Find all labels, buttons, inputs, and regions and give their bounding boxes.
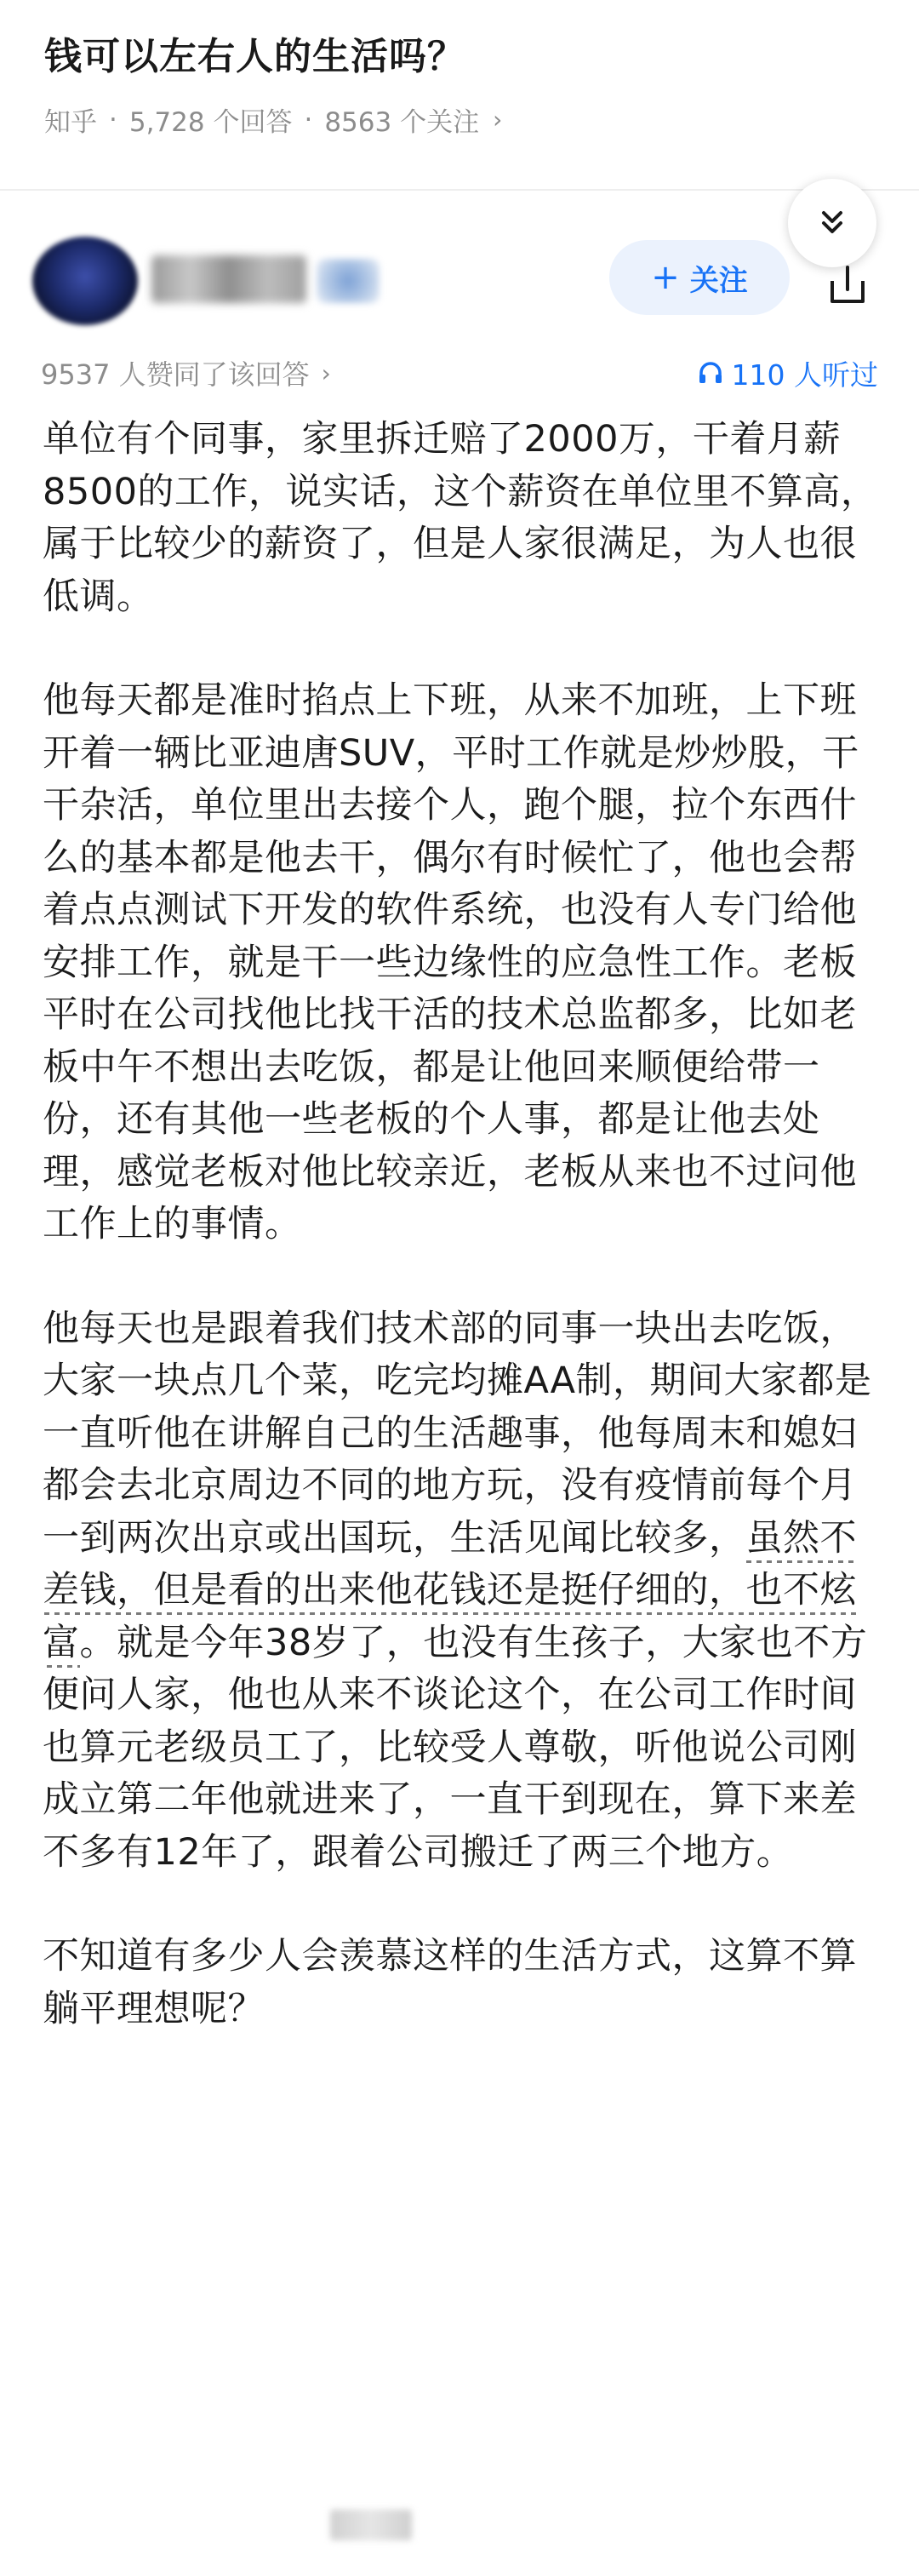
answer-paragraph: 他每天都是准时掐点上下班，从来不加班，上下班开着一辆比亚迪唐SUV，平时工作就是炒炒股，干干杂活，单位里出去接个人，跑个腿，拉个东西什么的基本都是他去干，偶尔有时候忙了，他也会帮着点点测试下开发的软件系统，也没有人专门给他安排工作，就是干一些边缘性的应急性工作。老板平时在公司找他比找干活的技术总监都多，比如老板中午不想出去吃饭，都是让他回来顺便给带一份，还有其他一些老板的个人事，都是让他去处理，感觉老板对他比较亲近，老板从来也不过问他工作上的事情。 [43,679,859,1245]
answer-content [43,414,878,2087]
answer-paragraph: 不知道有多少人会羡慕这样的生活方式，这算不算躺平理想呢？ [43,1935,857,2030]
author-badge-blurred [317,259,380,303]
question-meta[interactable] [44,100,502,139]
paragraph-text: 。就是今年38岁了，也没有生孩子，大家也不方便问人家，他也从来不谈论这个，在公司工作时间也算元老级员工了，比较受人尊敬，听他说公司刚成立第二年他就进来了，一直干到现在，算下来差不多有12年了，跟着公司搬迁了两三个地方。 [43,1621,868,1874]
header-divider [0,189,919,191]
share-icon[interactable] [824,260,871,308]
upvote-summary[interactable] [41,353,331,392]
plus-icon: + [651,258,680,297]
upvote-count: 9537 人赞同了该回答 [41,358,310,391]
double-chevron-down-icon [813,204,851,242]
avatar[interactable] [32,237,138,325]
answer-stats [41,349,878,397]
follower-count: 8563 个关注 [324,107,480,138]
follow-button[interactable] [609,240,790,315]
author-name-blurred[interactable] [151,255,306,303]
listen-count: 110 人听过 [731,358,878,392]
separator-dot: · [109,104,117,135]
source-label: 知乎 [44,107,97,138]
footer-blurred-text [330,2510,412,2540]
separator-dot: · [304,104,313,135]
answer-paragraph: 单位有个同事，家里拆迁赔了2000万，干着月薪8500的工作，说实话，这个薪资在单位里不算高，属于比较少的薪资了，但是人家很满足，为人也很低调。 [43,418,878,618]
answer-count: 5,728 个回答 [128,107,293,138]
answer-paragraph [43,1303,878,1880]
chevron-right-icon: › [493,106,503,134]
highlighted-text[interactable]: 虽然不差钱，但是看的出来他花钱还是挺仔细的，也不炫富 [43,1517,857,1668]
question-header [0,0,919,167]
collapse-button[interactable] [788,179,876,267]
follow-label: 关注 [689,263,748,298]
headphones-icon [698,360,723,386]
question-title[interactable]: 钱可以左右人的生活吗？ [44,35,465,78]
paragraph-text: 他每天也是跟着我们技术部的同事一块出去吃饭，大家一块点几个菜，吃完均摊AA制，期间大家都是一直听他在讲解自己的生活趣事，他每周末和媳妇都会去北京周边不同的地方玩，没有疫情前每个月一到两次出京或出国玩，生活见闻比较多， [43,1307,872,1560]
listen-button[interactable] [698,353,878,393]
chevron-right-icon: › [321,358,331,387]
